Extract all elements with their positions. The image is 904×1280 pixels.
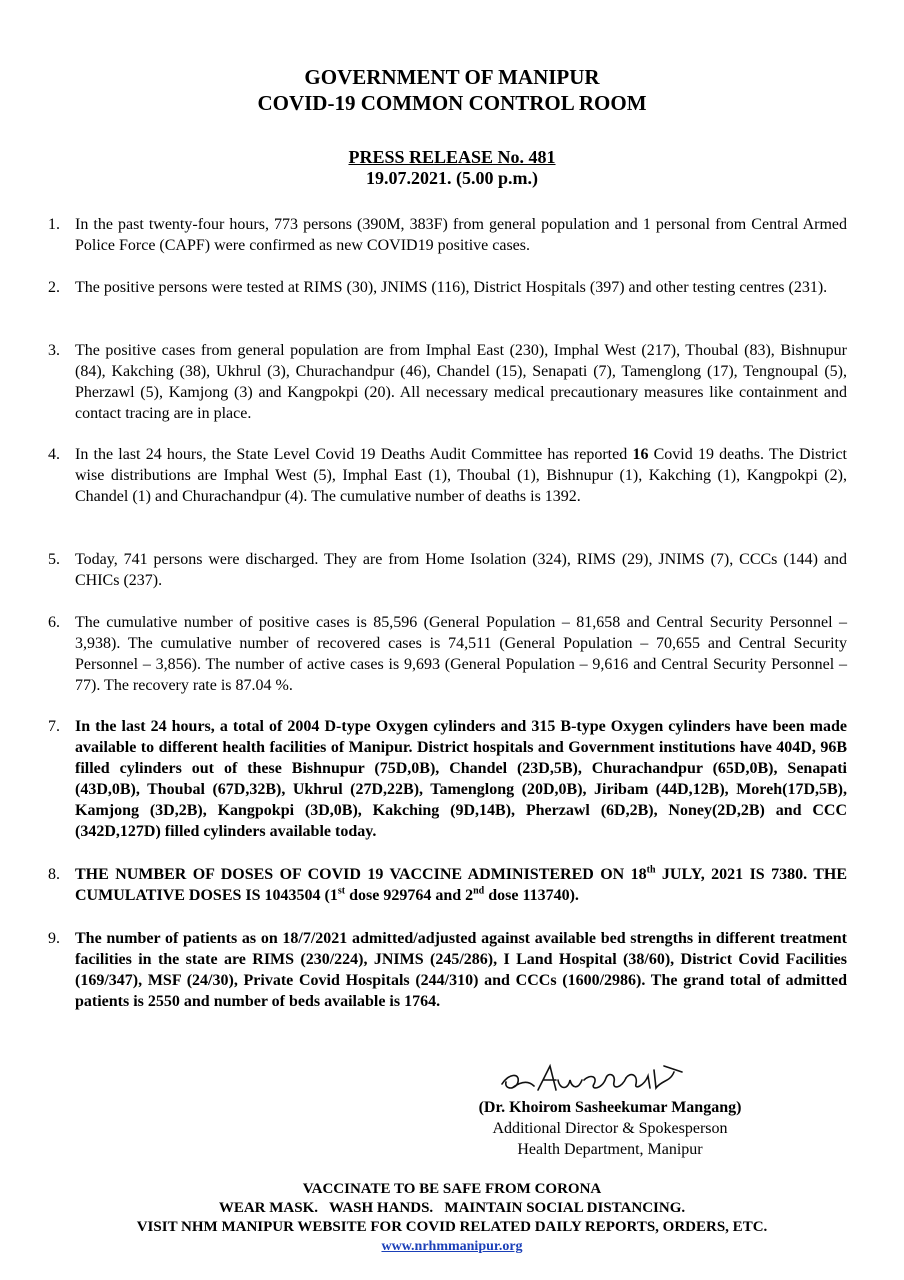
item-text: Today, 741 persons were discharged. They are from Home Isolation (324), RIMS (29), JNIMS (7), CCCs (144) and CHICs (237).: [75, 551, 847, 589]
item-number: 1.: [48, 216, 60, 233]
item-text-part: THE NUMBER OF DOSES OF COVID 19 VACCINE ADMINISTERED ON 18: [75, 866, 647, 883]
header-government: GOVERNMENT OF MANIPUR: [304, 65, 600, 89]
footer-line-vaccinate: VACCINATE TO BE SAFE FROM CORONA: [302, 1181, 602, 1197]
superscript: nd: [473, 885, 485, 897]
document-header: [0, 64, 904, 116]
release-heading: [0, 147, 904, 189]
footer-notice: [0, 1180, 904, 1256]
superscript: st: [337, 885, 346, 897]
website-link[interactable]: www.nrhmmanipur.org: [381, 1239, 523, 1254]
item-number: 4.: [48, 446, 60, 463]
item-number: 9.: [48, 930, 60, 947]
item-text: In the past twenty-four hours, 773 persons (390M, 383F) from general population and 1 personal from Central Armed Police Force (CAPF) were confirmed as new COVID19 positive cases.: [75, 216, 847, 254]
item-number: 6.: [48, 614, 60, 631]
item-text-part: dose 929764 and 2: [345, 887, 474, 904]
item-number: 5.: [48, 551, 60, 568]
item-text-part: dose 113740).: [484, 887, 579, 904]
signatory-title: Additional Director & Spokesperson: [492, 1120, 728, 1137]
deaths-count: 16: [632, 446, 649, 463]
item-number: 3.: [48, 342, 60, 359]
item-text: The number of patients as on 18/7/2021 admitted/adjusted against available bed strengths in different treatment facilities in the state are RIMS (230/224), JNIMS (245/286), I Land Hospital (38/60), District Covid Facilities (169/347), MSF (24/30), Private Covid Hospitals (244/310) and CCCs (1600/2986). The grand total of admitted patients is 2550 and number of beds available is 1764.: [75, 930, 847, 1010]
item-number: 7.: [48, 718, 60, 735]
header-control-room: COVID-19 COMMON CONTROL ROOM: [257, 91, 647, 115]
signatory-department: Health Department, Manipur: [517, 1141, 703, 1158]
item-text-part: In the last 24 hours, the State Level Covid 19 Deaths Audit Committee has reported: [75, 446, 633, 463]
footer-line-mask: WEAR MASK. WASH HANDS. MAINTAIN SOCIAL DISTANCING.: [218, 1200, 686, 1216]
item-text: The positive cases from general population are from Imphal East (230), Imphal West (217), Thoubal (83), Bishnupur (84), Kakching (38), Ukhrul (3), Churachandpur (46), Chandel (15), Senapati (7), Tamenglong (17), Tengnoupal (5), Pherzawl (5), Kamjong (3) and Kangpokpi (20). All necessary medical precautionary measures like containment and contact tracing are in place.: [75, 342, 847, 422]
signatory-name: (Dr. Khoirom Sasheekumar Mangang): [478, 1099, 742, 1116]
item-text: The cumulative number of positive cases is 85,596 (General Population – 81,658 and Central Security Personnel – 3,938). The cumulative number of recovered cases is 74,511 (General Population – 70,655 and Central Security Personnel – 3,856). The number of active cases is 9,693 (General Population – 9,616 and Central Security Personnel – 77). The recovery rate is 87.04 %.: [75, 614, 847, 694]
item-text: In the last 24 hours, a total of 2004 D-type Oxygen cylinders and 315 B-type Oxygen cylinders have been made available to different health facilities of Manipur. District hospitals and Government institutions have 404D, 96B filled cylinders out of these Bishnupur (75D,0B), Chandel (23D,5B), Churachandpur (65D,0B), Senapati (43D,0B), Thoubal (67D,32B), Ukhrul (27D,22B), Tamenglong (20D,0B), Jiribam (44D,12B), Moreh(17D,5B), Kamjong (3D,2B), Kangpokpi (3D,0B), Kakching (9D,14B), Pherzawl (6D,2B), Noney(2D,2B) and CCC (342D,127D) filled cylinders available today.: [75, 718, 847, 840]
superscript: th: [646, 864, 656, 876]
footer-line-website: VISIT NHM MANIPUR WEBSITE FOR COVID RELATED DAILY REPORTS, ORDERS, ETC.: [136, 1219, 768, 1235]
item-text-part: JULY, 2021 IS 7380. THE CUMULATIVE DOSES IS 1043504 (1: [75, 866, 847, 904]
handwritten-signature: [498, 1060, 688, 1096]
item-text: [75, 864, 847, 906]
item-number: 2.: [48, 279, 60, 296]
item-text: The positive persons were tested at RIMS (30), JNIMS (116), District Hospitals (397) and other testing centres (231).: [75, 279, 828, 296]
signatory-block: [440, 1097, 780, 1160]
item-text-part: Covid 19 deaths. The District wise distributions are Imphal West (5), Imphal East (1), Thoubal (1), Bishnupur (1), Kakching (1), Kangpokpi (2), Chandel (1) and Churachandpur (4). The cumulative number of deaths is 1392.: [75, 446, 848, 505]
release-date: 19.07.2021. (5.00 p.m.): [366, 168, 538, 188]
item-text: [75, 444, 847, 507]
release-number: PRESS RELEASE No. 481: [348, 147, 556, 167]
item-number: 8.: [48, 866, 60, 883]
